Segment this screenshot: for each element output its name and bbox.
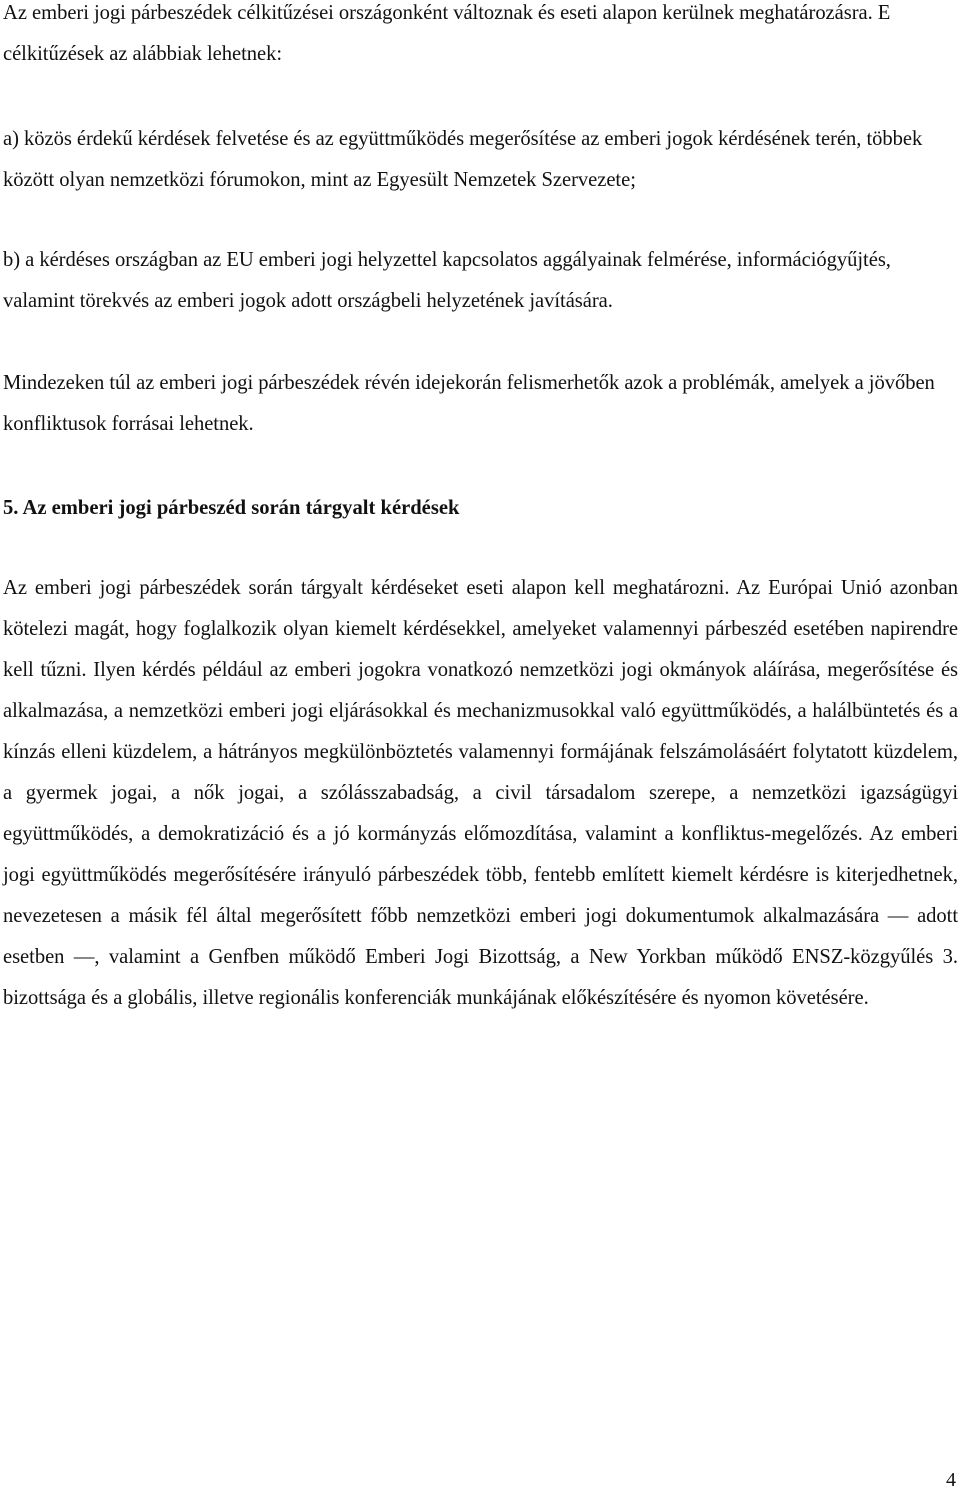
closing-paragraph: Mindezeken túl az emberi jogi párbeszédek révén idejekorán felismerhetők azok a problémák, amelyek a jövőben konfliktusok forrásai lehetnek. bbox=[3, 372, 935, 435]
section-heading: 5. Az emberi jogi párbeszéd során tárgyalt kérdések bbox=[3, 497, 460, 519]
page-number: 4 bbox=[946, 1469, 956, 1491]
section-body-paragraph: Az emberi jogi párbeszédek során tárgyalt kérdéseket eseti alapon kell meghatározni. Az Európai Unió azonban kötelezi magát, hogy foglalkozik olyan kiemelt kérdésekkel, amelyeket valamennyi párbeszéd esetében napirendre kell tűzni. Ilyen kérdés például az emberi jogokra vonatkozó nemzetközi jogi okmányok aláírása, megerősítése és alkalmazása, a nemzetközi emberi jogi eljárásokkal és mechanizmusokkal való együttműködés, a halálbüntetés és a kínzás elleni küzdelem, a hátrányos megkülönböztetés valamennyi formájának felszámolásáért folytatott küzdelem, a gyermek jogai, a nők jogai, a szólásszabadság, a civil társadalom szerepe, a nemzetközi igazságügyi együttműködés, a demokratizáció és a jó kormányzás előmozdítása, valamint a konfliktus-megelőzés. Az emberi jogi együttműködés megerősítésére irányuló párbeszédek több, fentebb említett kiemelt kérdésre is kiterjedhetnek, nevezetesen a másik fél által megerősített főbb nemzetközi emberi jogi dokumentumok alkalmazására — adott esetben —, valamint a Genfben működő Emberi Jogi Bizottság, a New Yorkban működő ENSZ-közgyűlés 3. bizottsága és a globális, illetve regionális konferenciák munkájának előkészítésére és nyomon követésére. bbox=[3, 577, 958, 1009]
objective-a-paragraph: a) közös érdekű kérdések felvetése és az együttműködés megerősítése az emberi jogok kérdésének terén, többek között olyan nemzetközi fórumokon, mint az Egyesült Nemzetek Szervezete; bbox=[3, 128, 923, 191]
objective-b-paragraph: b) a kérdéses országban az EU emberi jogi helyzettel kapcsolatos aggályainak felmérése, információgyűjtés, valamint törekvés az emberi jogok adott országbeli helyzetének javítására. bbox=[3, 249, 891, 312]
intro-paragraph: Az emberi jogi párbeszédek célkitűzései országonként változnak és eseti alapon kerülnek meghatározásra. E célkitűzések az alábbiak lehetnek: bbox=[3, 2, 891, 65]
